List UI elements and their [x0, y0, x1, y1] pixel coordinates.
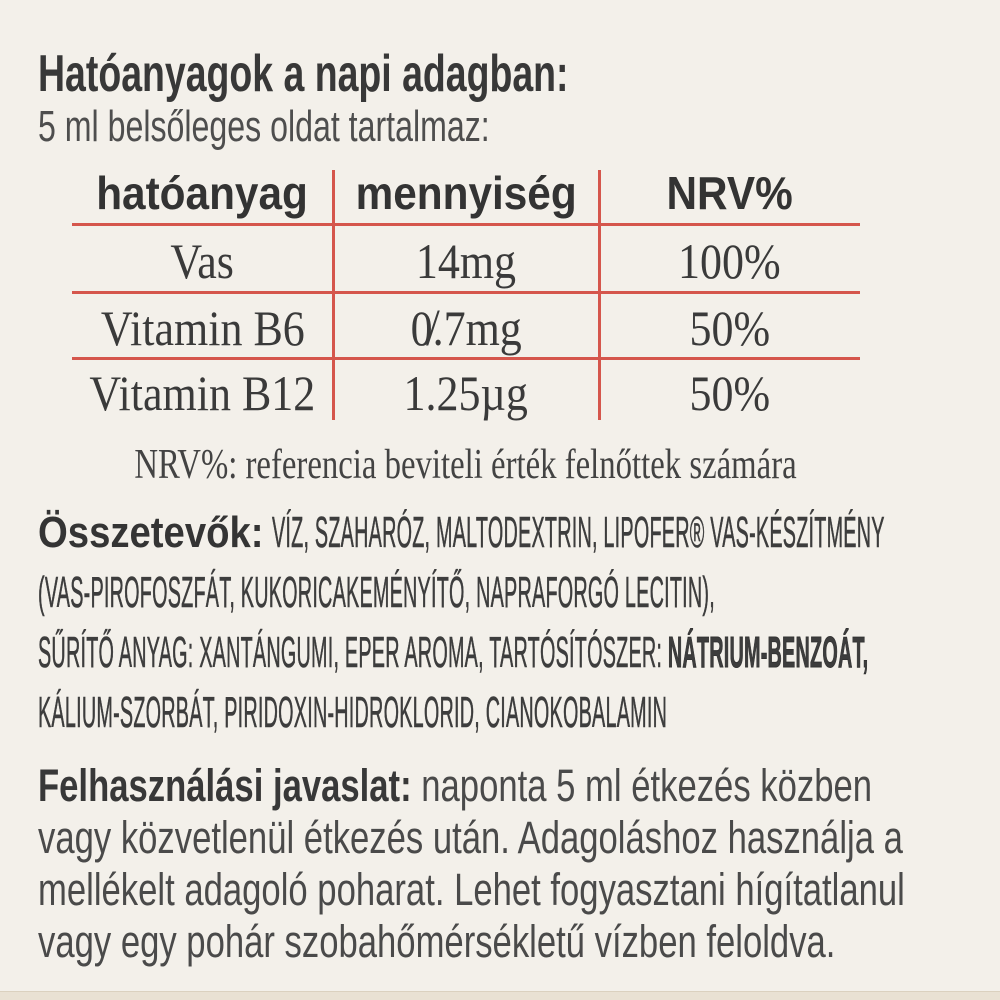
ingredients-text-1: VÍZ, SZAHARÓZ, MALTODEXTRIN, LIPOFER® VAS-KÉSZÍTMÉNY — [271, 508, 885, 557]
table-cell: 50% — [689, 365, 770, 421]
table-header-ingredient — [72, 165, 333, 221]
table-cell: Vas — [170, 233, 235, 289]
nutrition-table — [72, 165, 860, 423]
table-header-amount — [333, 165, 599, 221]
usage-section — [38, 760, 977, 968]
usage-line-1 — [38, 760, 977, 812]
ingredients-line-3 — [38, 623, 990, 683]
ingredients-text-3: SŰRÍTŐ ANYAG: XANTÁNGUMI, EPER AROMA, TARTÓSÍTÓSZER: NÁTRIUM-BENZOÁT, — [38, 628, 869, 677]
table-header-nrv — [599, 165, 860, 221]
table-cell: 1.25µg — [403, 365, 529, 421]
table-header-nrv-label: NRV% — [666, 167, 793, 219]
table-cell: 14mg — [415, 233, 517, 289]
ingredients-text-4: KÁLIUM-SZORBÁT, PIRIDOXIN-HIDROKLORID, CIANOKOBALAMIN — [38, 688, 668, 737]
nrv-footnote-text: NRV%: referencia beviteli érték felnőttek számára — [134, 442, 798, 488]
table-header-ingredient-label: hatóanyag — [96, 167, 309, 219]
bottom-edge-strip — [0, 991, 1000, 1000]
page-subtitle: 5 ml belsőleges oldat tartalmaz: — [38, 102, 490, 151]
ingredients-line-4 — [38, 683, 990, 743]
table-header-amount-label: mennyiség — [355, 167, 577, 219]
usage-text-1: naponta 5 ml étkezés közben — [411, 760, 873, 811]
ingredients-label: Összetevők: — [38, 508, 264, 557]
nrv-footnote — [72, 441, 860, 489]
ingredients-line-1 — [38, 503, 990, 563]
usage-line-2: vagy közvetlenül étkezés után. Adagoláshoz használja a — [38, 812, 903, 863]
preservative-bold-text: NÁTRIUM-BENZOÁT, — [667, 628, 869, 677]
usage-label: Felhasználási javaslat: — [38, 760, 412, 811]
ingredients-line-2 — [38, 563, 990, 623]
ingredients-text-2: (VAS-PIROFOSZFÁT, KUKORICAKEMÉNYÍTŐ, NAPRAFORGÓ LECITIN), — [38, 568, 715, 617]
page-title: Hatóanyagok a napi adagban: — [38, 45, 569, 103]
table-cell: Vitamin B12 — [89, 365, 316, 421]
table-cell: 50% — [689, 300, 770, 356]
usage-line-3: mellékelt adagoló poharat. Lehet fogyasztani hígítatlanul — [38, 864, 905, 915]
table-cell: 0̸.7mg — [410, 300, 522, 356]
usage-line-4: vagy egy pohár szobahőmérsékletű vízben feloldva. — [38, 916, 836, 967]
table-cell: 100% — [678, 233, 781, 289]
table-cell: Vitamin B6 — [100, 300, 305, 356]
ingredients-section — [38, 503, 990, 743]
